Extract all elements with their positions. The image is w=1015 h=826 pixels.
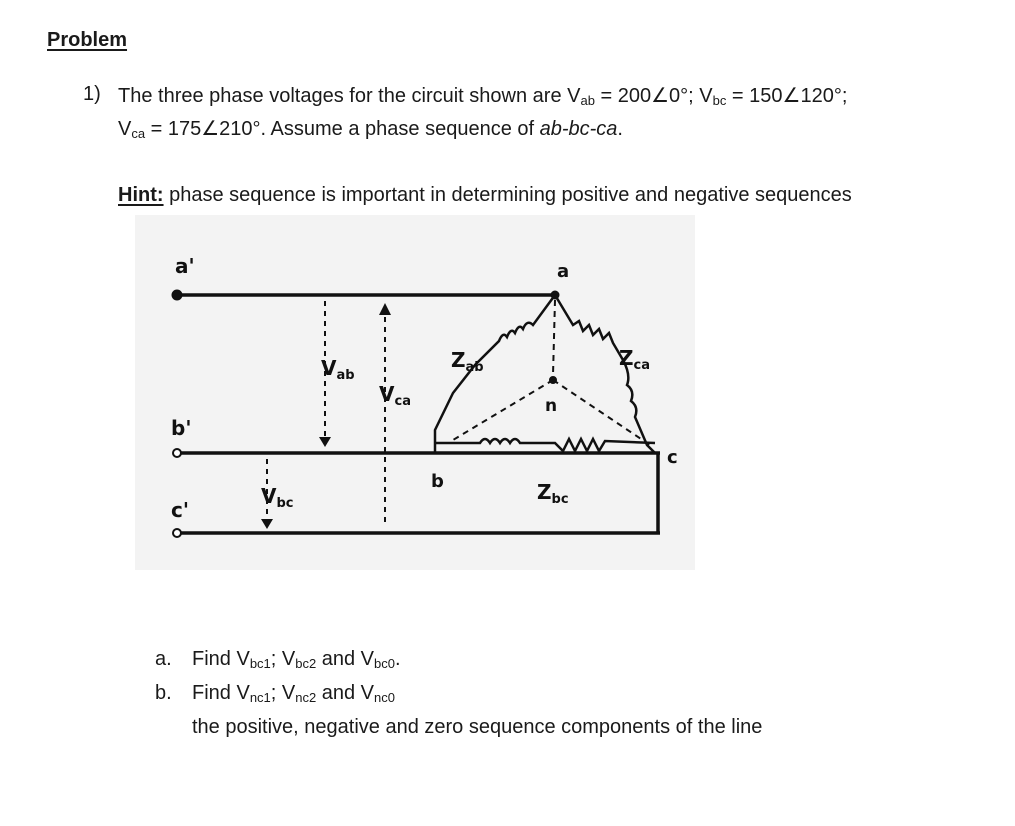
label-a-prime: a' [175, 254, 195, 278]
label-c-prime: c' [171, 498, 189, 522]
terminal-b-prime [173, 449, 181, 457]
label-b: b [431, 471, 444, 492]
vab-sub: ab [336, 368, 355, 383]
question-b [155, 682, 395, 705]
phase-sequence: ab-bc-ca [539, 118, 618, 140]
qb-sep1: ; V [270, 682, 296, 704]
question-a [155, 648, 401, 671]
zab-sub: ab [465, 360, 484, 375]
qb-sub1: nc1 [249, 690, 271, 705]
qa-sub2: bc2 [295, 656, 317, 671]
line2-period: . [617, 118, 623, 140]
qa-sub3: bc0 [374, 656, 395, 671]
zbc-z: Z [537, 480, 552, 504]
label-b-prime: b' [171, 416, 192, 440]
zca-z: Z [619, 346, 634, 370]
question-sequence-text: the positive, negative and zero sequence components of the line [192, 716, 763, 738]
vab-v: V [321, 356, 337, 380]
terminal-c-prime [173, 529, 181, 537]
vca-sub: ca [394, 394, 411, 409]
sub-bc: bc [712, 93, 727, 108]
qb-sub3: nc0 [374, 690, 395, 705]
figure-background [135, 215, 695, 570]
qa-end: . [395, 648, 401, 670]
line2-prefix: V [118, 118, 132, 140]
value-ab: = 200∠0°; V [594, 85, 713, 107]
zbc-sub: bc [551, 492, 569, 507]
label-a: a [557, 261, 570, 282]
question-a-text [192, 648, 401, 671]
problem-line-1 [118, 83, 847, 108]
hint [118, 184, 852, 207]
qa-sep1: ; V [270, 648, 296, 670]
problem-number: 1) [83, 83, 101, 105]
problem-heading: Problem [47, 29, 128, 51]
problem-line-2 [118, 116, 623, 141]
hint-text: phase sequence is important in determining positive and negative sequences [163, 184, 852, 206]
question-b-marker: b. [155, 682, 172, 704]
question-b-text [192, 682, 395, 705]
vbc-v: V [261, 484, 277, 508]
qa-prefix: Find V [192, 648, 250, 670]
zab-z: Z [451, 348, 466, 372]
terminal-a-prime [172, 290, 182, 300]
vbc-sub: bc [276, 496, 294, 511]
question-a-marker: a. [155, 648, 172, 670]
qa-sub1: bc1 [249, 656, 271, 671]
value-ca: = 175∠210°. Assume a phase sequence of [145, 118, 540, 140]
sub-ca: ca [131, 126, 146, 141]
qa-sep2: and V [316, 648, 375, 670]
qb-prefix: Find V [192, 682, 250, 704]
qb-sep2: and V [316, 682, 375, 704]
label-c: c [667, 447, 678, 468]
value-bc: = 150∠120°; [726, 85, 848, 107]
hint-label: Hint: [118, 184, 164, 206]
qb-sub2: nc2 [295, 690, 317, 705]
label-n: n [545, 396, 558, 416]
circuit-diagram [135, 215, 695, 570]
line1-prefix: The three phase voltages for the circuit shown are V [118, 85, 581, 107]
circuit-figure [135, 215, 695, 570]
sub-ab: ab [580, 93, 595, 108]
zca-sub: ca [633, 358, 650, 373]
vca-v: V [379, 382, 395, 406]
